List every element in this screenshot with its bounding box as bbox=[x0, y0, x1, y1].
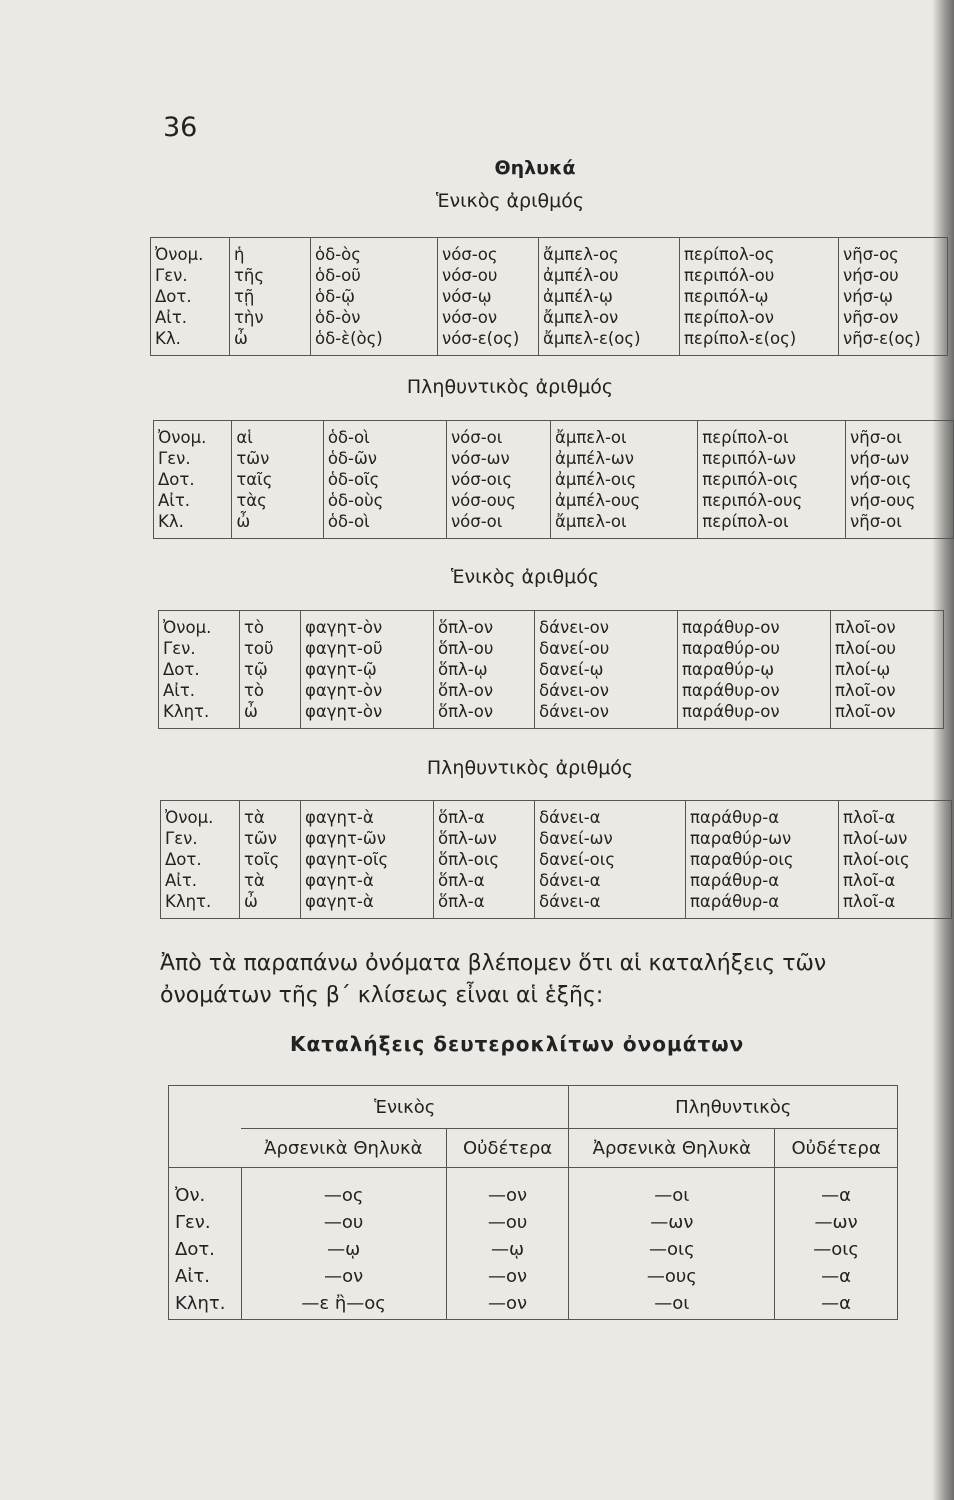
declension-form: παράθυρ-α bbox=[690, 892, 780, 911]
declension-column bbox=[446, 421, 550, 539]
declension-form: παράθυρ-ον bbox=[682, 681, 780, 700]
summary-singular-header: Ἑνικὸς bbox=[241, 1086, 569, 1129]
summary-title: Καταλήξεις δευτεροκλίτων ὀνομάτων bbox=[290, 1032, 745, 1056]
case-label: Γεν. bbox=[163, 639, 196, 658]
declension-form: νόσ-ος bbox=[442, 245, 498, 264]
case-label: Δοτ. bbox=[158, 470, 195, 489]
declension-form: δάνει-α bbox=[539, 871, 601, 890]
declension-form: ἀμπέλ-ου bbox=[543, 266, 619, 285]
declension-form: νῆσ-ε(ος) bbox=[843, 329, 921, 348]
ending: —α bbox=[821, 1293, 852, 1314]
declension-form: ὁδ-οὶ bbox=[327, 512, 370, 531]
page-edge-shadow bbox=[932, 0, 954, 1500]
case-label: Γεν. bbox=[155, 266, 188, 285]
declension-form: τοῦ bbox=[244, 639, 274, 658]
declension-column bbox=[678, 611, 831, 729]
declension-form: αἱ bbox=[236, 428, 253, 447]
summary-sg-n-endings bbox=[446, 1168, 569, 1320]
declension-form: πλοῖ-α bbox=[843, 892, 896, 911]
declension-form: νόσ-ους bbox=[450, 491, 516, 510]
declension-form: νήσ-ων bbox=[850, 449, 910, 468]
declension-form: τῆς bbox=[234, 266, 265, 285]
case-label: Αἰτ. bbox=[165, 871, 198, 890]
declension-form: περιπόλ-ων bbox=[702, 449, 796, 468]
declension-form: φαγητ-ὰ bbox=[305, 892, 374, 911]
case-label: Ὀνομ. bbox=[163, 618, 212, 637]
declension-form: τὸ bbox=[244, 618, 265, 637]
declension-form: πλοῖ-ον bbox=[835, 681, 896, 700]
declension-form: περιπόλ-ῳ bbox=[684, 287, 769, 306]
declension-form: τοῖς bbox=[244, 850, 280, 869]
summary-endings-table bbox=[168, 1085, 898, 1320]
declension-form: φαγητ-ῶν bbox=[305, 829, 386, 848]
declension-form: πλοί-ῳ bbox=[835, 660, 891, 679]
declension-form: ὁδ-ὸν bbox=[315, 308, 361, 327]
declension-form: ὁδ-οῦ bbox=[315, 266, 361, 285]
declension-form: φαγητ-ὸν bbox=[305, 618, 383, 637]
declension-form: περιπόλ-οις bbox=[702, 470, 799, 489]
case-label: Αἰτ. bbox=[155, 308, 188, 327]
ending: —ε ἢ—ος bbox=[301, 1293, 386, 1314]
case-label: Κλ. bbox=[155, 329, 181, 348]
case-label: Δοτ. bbox=[165, 850, 202, 869]
declension-form: ὦ bbox=[236, 512, 251, 531]
declension-form: ὁδ-οὺς bbox=[327, 491, 384, 510]
declension-form: δάνει-α bbox=[539, 892, 601, 911]
declension-form: τὴν bbox=[234, 308, 264, 327]
declension-form: ὅπλ-α bbox=[438, 871, 485, 890]
declension-form: περίπολ-ε(ος) bbox=[684, 329, 797, 348]
declension-form: περίπολ-οι bbox=[702, 512, 789, 531]
ending: —οι bbox=[654, 1185, 690, 1206]
declension-form: νόσ-ου bbox=[442, 266, 498, 285]
explanatory-paragraph: Ἀπὸ τὰ παραπάνω ὀνόματα βλέπομεν ὅτι αἱ καταλήξεις τῶν ὀνομάτων τῆς β΄ κλίσεως εἶναι αἱ ἑξῆς: bbox=[160, 951, 827, 1008]
summary-case-label: Κλητ. bbox=[175, 1293, 226, 1314]
declension-form: νῆσ-οι bbox=[850, 428, 902, 447]
summary-pl-n-header: Οὐδέτερα bbox=[775, 1129, 898, 1168]
declension-column bbox=[154, 421, 232, 539]
ending: —α bbox=[821, 1185, 852, 1206]
declension-form: δάνει-ον bbox=[539, 681, 609, 700]
ending: —ου bbox=[323, 1212, 364, 1233]
declension-form: νήσ-ους bbox=[850, 491, 916, 510]
declension-form: ἄμπελ-οι bbox=[554, 428, 627, 447]
declension-form: πλοί-ου bbox=[835, 639, 896, 658]
declension-form: ὁδ-ῷ bbox=[315, 287, 355, 306]
declension-form: ἄμπελ-ον bbox=[543, 308, 619, 327]
case-label: Γεν. bbox=[158, 449, 191, 468]
declension-form: φαγητ-οῖς bbox=[305, 850, 389, 869]
declension-column bbox=[151, 238, 230, 356]
declension-form: ὁδ-οὶ bbox=[327, 428, 370, 447]
declension-form: φαγητ-ὰ bbox=[305, 871, 374, 890]
declension-form: τὸ bbox=[244, 681, 265, 700]
declension-form: δανεί-ων bbox=[539, 829, 613, 848]
declension-form: δάνει-ον bbox=[539, 618, 609, 637]
declension-form: δανεί-οις bbox=[539, 850, 616, 869]
ending: —οι bbox=[654, 1293, 690, 1314]
declension-form: ὅπλ-οις bbox=[438, 850, 500, 869]
ending: —ων bbox=[650, 1212, 694, 1233]
declension-form: παραθύρ-ων bbox=[690, 829, 792, 848]
declension-form: ὁδ-ῶν bbox=[327, 449, 378, 468]
declension-form: ὅπλ-ον bbox=[438, 618, 494, 637]
case-label: Κλητ. bbox=[163, 702, 210, 721]
declension-form: ὅπλ-α bbox=[438, 892, 485, 911]
summary-case-labels bbox=[169, 1168, 242, 1320]
ending: —ου bbox=[487, 1212, 528, 1233]
declension-form: νόσ-οι bbox=[450, 428, 503, 447]
table-neuter-singular bbox=[158, 610, 944, 729]
declension-form: τῶν bbox=[244, 829, 277, 848]
declension-form: νῆσ-ος bbox=[843, 245, 899, 264]
page-number: 36 bbox=[163, 112, 198, 143]
declension-form: νήσ-οις bbox=[850, 470, 912, 489]
case-label: Κλητ. bbox=[165, 892, 212, 911]
declension-form: τῇ bbox=[234, 287, 255, 306]
heading-singular: Ἑνικὸς ἀριθμός bbox=[435, 190, 585, 212]
declension-form: ὦ bbox=[244, 892, 258, 911]
summary-pl-n-endings bbox=[775, 1168, 898, 1320]
summary-plural-header: Πληθυντικὸς bbox=[569, 1086, 898, 1129]
declension-form: ὅπλ-ον bbox=[438, 702, 494, 721]
declension-form: πλοῖ-ον bbox=[835, 702, 896, 721]
declension-form: παράθυρ-α bbox=[690, 808, 780, 827]
declension-column bbox=[438, 238, 539, 356]
declension-column bbox=[240, 611, 301, 729]
declension-form: ἀμπέλ-οις bbox=[554, 470, 637, 489]
case-label: Δοτ. bbox=[155, 287, 192, 306]
case-label: Δοτ. bbox=[163, 660, 200, 679]
declension-form: φαγητ-ὰ bbox=[305, 808, 374, 827]
section-title-feminine: Θηλυκά bbox=[494, 157, 576, 179]
declension-form: τῷ bbox=[244, 660, 268, 679]
declension-column bbox=[839, 238, 948, 356]
declension-form: τὰς bbox=[236, 491, 267, 510]
heading-plural: Πληθυντικὸς ἀριθμός bbox=[406, 376, 614, 398]
declension-form: ἀμπέλ-ῳ bbox=[543, 287, 613, 306]
ending: —ους bbox=[646, 1266, 697, 1287]
declension-form: νόσ-ων bbox=[450, 449, 510, 468]
declension-column bbox=[539, 238, 680, 356]
declension-form: φαγητ-ὸν bbox=[305, 702, 383, 721]
declension-column bbox=[680, 238, 839, 356]
declension-form: ὦ bbox=[234, 329, 248, 348]
ending: —ων bbox=[814, 1212, 858, 1233]
declension-form: πλοῖ-ον bbox=[835, 618, 896, 637]
table-feminine-plural bbox=[153, 420, 954, 539]
declension-form: δάνει-ον bbox=[539, 702, 609, 721]
heading-plural-neuter: Πληθυντικὸς ἀριθμός bbox=[426, 757, 634, 779]
declension-form: δάνει-α bbox=[539, 808, 601, 827]
summary-case-label: Ὀν. bbox=[175, 1185, 206, 1206]
declension-form: ἄμπελ-ε(ος) bbox=[543, 329, 641, 348]
declension-form: παραθύρ-ου bbox=[682, 639, 780, 658]
declension-form: νόσ-ε(ος) bbox=[442, 329, 520, 348]
declension-column bbox=[831, 611, 944, 729]
declension-form: ὅπλ-α bbox=[438, 808, 485, 827]
summary-case-label: Δοτ. bbox=[175, 1239, 215, 1260]
declension-form: πλοί-οις bbox=[843, 850, 910, 869]
declension-form: ὁδ-ὸς bbox=[315, 245, 361, 264]
declension-form: ὁδ-οῖς bbox=[327, 470, 380, 489]
declension-column bbox=[434, 801, 535, 919]
declension-column bbox=[232, 421, 324, 539]
declension-column bbox=[240, 801, 301, 919]
declension-form: ταῖς bbox=[236, 470, 273, 489]
declension-form: περιπόλ-ου bbox=[684, 266, 775, 285]
declension-form: ἄμπελ-ος bbox=[543, 245, 619, 264]
declension-column bbox=[301, 611, 434, 729]
declension-form: περίπολ-οι bbox=[702, 428, 789, 447]
declension-form: ἡ bbox=[234, 245, 245, 264]
declension-column bbox=[698, 421, 846, 539]
declension-form: φαγητ-οῦ bbox=[305, 639, 383, 658]
declension-form: ἀμπέλ-ων bbox=[554, 449, 634, 468]
case-label: Κλ. bbox=[158, 512, 184, 531]
declension-column bbox=[550, 421, 697, 539]
declension-column bbox=[846, 421, 954, 539]
declension-form: νόσ-ον bbox=[442, 308, 498, 327]
declension-form: τῶν bbox=[236, 449, 270, 468]
declension-column bbox=[301, 801, 434, 919]
declension-form: παράθυρ-ον bbox=[682, 702, 780, 721]
declension-form: παραθύρ-ῳ bbox=[682, 660, 775, 679]
ending: —ῳ bbox=[491, 1239, 525, 1260]
table-feminine-singular bbox=[150, 237, 948, 356]
case-label: Αἰτ. bbox=[158, 491, 191, 510]
declension-form: τὰ bbox=[244, 808, 265, 827]
ending: —οις bbox=[649, 1239, 695, 1260]
summary-sg-n-header: Οὐδέτερα bbox=[446, 1129, 569, 1168]
declension-form: ὅπλ-ῳ bbox=[438, 660, 488, 679]
declension-form: νήσ-ου bbox=[843, 266, 899, 285]
declension-form: ἄμπελ-οι bbox=[554, 512, 627, 531]
case-label: Ὀνομ. bbox=[155, 245, 204, 264]
declension-form: φαγητ-ῷ bbox=[305, 660, 377, 679]
declension-form: πλοί-ων bbox=[843, 829, 908, 848]
summary-sg-mf-header: Ἀρσενικὰ Θηλυκὰ bbox=[241, 1129, 446, 1168]
declension-form: παράθυρ-α bbox=[690, 871, 780, 890]
declension-column bbox=[434, 611, 535, 729]
declension-form: παραθύρ-οις bbox=[690, 850, 794, 869]
declension-form: παράθυρ-ον bbox=[682, 618, 780, 637]
declension-form: ἀμπέλ-ους bbox=[554, 491, 641, 510]
ending: —ον bbox=[488, 1185, 528, 1206]
declension-form: πλοῖ-α bbox=[843, 808, 896, 827]
heading-singular-neuter: Ἑνικὸς ἀριθμός bbox=[450, 566, 600, 588]
summary-pl-mf-header: Ἀρσενικὰ Θηλυκὰ bbox=[569, 1129, 775, 1168]
declension-form: πλοῖ-α bbox=[843, 871, 896, 890]
declension-column bbox=[159, 611, 240, 729]
case-label: Ὀνομ. bbox=[158, 428, 207, 447]
declension-form: νήσ-ῳ bbox=[843, 287, 893, 306]
declension-column bbox=[311, 238, 438, 356]
ending: —ον bbox=[324, 1266, 364, 1287]
declension-column bbox=[230, 238, 311, 356]
declension-column bbox=[161, 801, 240, 919]
declension-form: ὁδ-ὲ(ὸς) bbox=[315, 329, 383, 348]
declension-form: ὅπλ-ων bbox=[438, 829, 497, 848]
declension-form: δανεί-ου bbox=[539, 639, 610, 658]
summary-sg-mf-endings bbox=[241, 1168, 446, 1320]
declension-form: νόσ-ῳ bbox=[442, 287, 492, 306]
declension-form: περίπολ-ον bbox=[684, 308, 774, 327]
ending: —οις bbox=[813, 1239, 859, 1260]
case-label: Αἰτ. bbox=[163, 681, 196, 700]
declension-form: ὦ bbox=[244, 702, 258, 721]
declension-form: νόσ-οι bbox=[450, 512, 503, 531]
declension-column bbox=[686, 801, 839, 919]
declension-column bbox=[535, 611, 678, 729]
ending: —ῳ bbox=[327, 1239, 361, 1260]
table-neuter-plural bbox=[160, 800, 952, 919]
ending: —α bbox=[821, 1266, 852, 1287]
declension-form: νῆσ-ον bbox=[843, 308, 899, 327]
case-label: Γεν. bbox=[165, 829, 198, 848]
declension-form: ὅπλ-ον bbox=[438, 681, 494, 700]
declension-form: νῆσ-οι bbox=[850, 512, 902, 531]
declension-column bbox=[535, 801, 686, 919]
summary-case-label: Γεν. bbox=[175, 1212, 211, 1233]
declension-form: δανεί-ῳ bbox=[539, 660, 604, 679]
case-label: Ὀνομ. bbox=[165, 808, 214, 827]
declension-form: περίπολ-ος bbox=[684, 245, 775, 264]
summary-case-label: Αἰτ. bbox=[175, 1266, 210, 1287]
declension-form: νόσ-οις bbox=[450, 470, 513, 489]
ending: —ον bbox=[488, 1293, 528, 1314]
ending: —ον bbox=[488, 1266, 528, 1287]
summary-pl-mf-endings bbox=[569, 1168, 775, 1320]
declension-column bbox=[839, 801, 952, 919]
declension-column bbox=[323, 421, 446, 539]
declension-form: περιπόλ-ους bbox=[702, 491, 803, 510]
declension-form: τὰ bbox=[244, 871, 265, 890]
ending: —ος bbox=[323, 1185, 364, 1206]
declension-form: ὅπλ-ου bbox=[438, 639, 494, 658]
declension-form: φαγητ-ὸν bbox=[305, 681, 383, 700]
